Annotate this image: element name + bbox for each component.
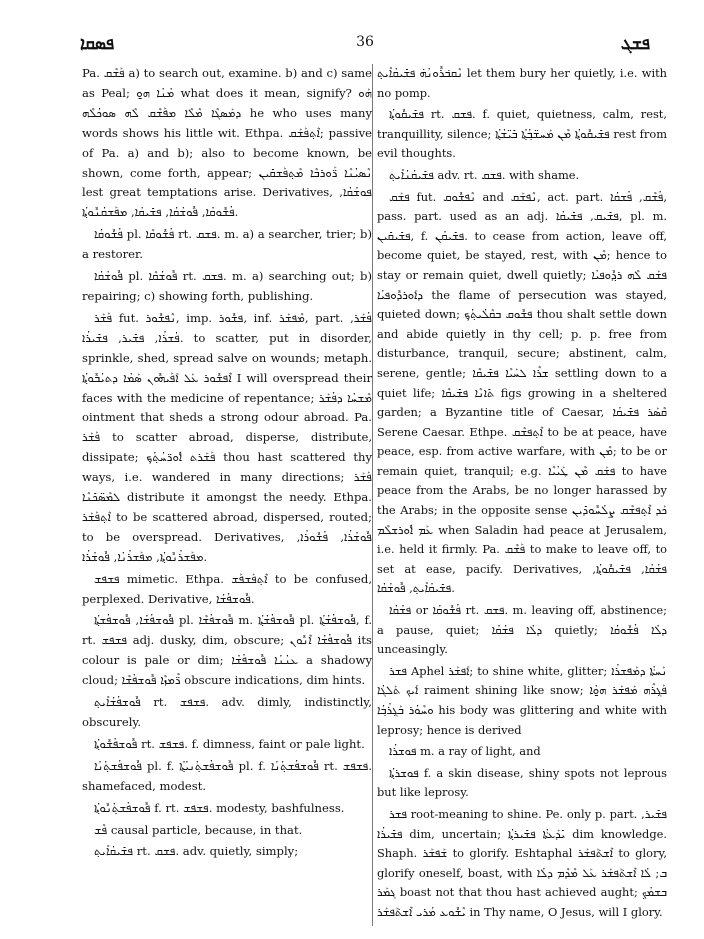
entry: ܦܘܫܪܬ݂ܳܐ f. a skin disease, shiny spots not leprous but like leprosy. (377, 765, 667, 800)
entry: ܦܫܺܝܩܽܘܬ݂ܳܐ rt. ܦܫܩ. f. quiet, quietness, calm, rest, tranquillity, silence; ܦܫܺܝܩܽܘܬ݂ܳܐ ܡܶܢ ܡܰܚܫ̈ܒ݂ܳܬ݂ܳܐ ܒܺܝ̈ܫܳܬ݂ܳܐ rest from evil thoughts. (377, 107, 668, 161)
entry: ܢܶܩܒ݁ܪܽܘܢܳܗ̇ ܦܫܺܝܩܳܐܺܝܬ݂ let them bury her quietly, i.e. with no pomp. (377, 66, 667, 100)
entry: ܦܫܺܝܩܳܐܺܝܬ݂ rt. ܦܫܩ. adv. quietly, simply; (94, 844, 299, 859)
entry: ܦܫܪ root-meaning to shine. Pe. only p. part. ܦܫܺܝܪ, ܦܫܺܝܪܳܐ dim, uncertain; ܝܺܕܰܥܬ݁ܳܐ ܦܫܺܝܪܬ݂ܳܐ dim knowledge. Shaph. ܫܰܦܫܰܪ to glorify. Eshtaphal ܐܶܫܬ݁ܰܦܫܰܪ to glory, glorify oneself, boast, with ܒ; ܠܳܐ ܐܶܫܬ݁ܰܦܫܰܪ ܥܰܠ ܡܶܕܶܡ ܕܠܳܐ ܓܡܰܪ boast not that thou hast achieved aught; ܒܫܡܳܟ݂ ܝܶܫܽܘܥ ܡܳܪܝ ܐܶܫܬ݁ܰܦܫܰܪ in Thy name, O Jesus, will I glory. (377, 806, 668, 919)
entry: ܦܫܰܩ fut. ܢܶܦܫܽܘܩ and ܢܶܦܫܰܩ, act. part. ܦܳܫܶܩ, ܦܳܫܩܳܐ, pass. part. used as an adj. ܦܫܺܝܩ, ܦܫܺܝܩܳܐ, pl. m. ܦܫܺܝܩܺܝܢ, f. ܦܫܺܝܩܳܢ. to cease from action, leave off, become quiet, be stayed, rest, with ܡܶܢ; hence to stay or remain quiet, dwell quietly; ܦܫܰܩ ܠܶܗ ܪܕ݂ܽܘܦܝܳܐ ܕܐܰܘܪܕܽܘܦܝܳܐ the flame of persecution was stayed, quieted down; ܦܫܽܘܩ ܒܩܶܠܳܝܬ݂ܳܟ݂ thou shalt settle down and abide quietly in thy cell; p. p. free from disturbance, tranquil, secure; abstinent, calm, serene, gentle; ܫܪܶܐ ܠܚܰܝܶܐ ܦܫܺܝܩܶܐ settling down to a quiet life; ܬܺܐܢܶܐ ܦܫܺܝܩܶܐ figs growing in a sheltered garden; a Byzantine title of Caesar, ܩܶܣܰܪ ܦܫܺܝܩܳܐ Serene Caesar. Ethpe. ܐܶܬ݂ܦܫܶܩ to be at peace, have peace, esp. from active warfare, with ܡܶܢ; to be or remain quiet, tranquil; e.g. ܦܫܰܩ ܡܶܢ ܛܰܝܳܝܶܐ to have peace from the Arabs, be no longer harassed by the Arabs; in the opposite sense ܟܰܕ ܐܶܬ݂ܦܫܶܩ ܨܠܳܚܽܘܕܺܝܢ ܥܰܡ ܐܽܘܪܫܠܶܡ when Saladin had peace at Jerusalem, i.e. held it firmly. Pa. ܦܰܫܶܩ to make to leave off, to set at ease, pacify. Derivatives, ܦܫܳܩܳܐ, ܦܫܺܝܩܽܘܬ݂ܳܐ, ܦܫܺܝܩܳܐܺܝܬ݂, ܦܽܘܫܳܩܳܐ. (377, 189, 668, 596)
entry: ܦܶܫ causal particle, because, in that. (94, 822, 303, 837)
entry: ܦܫܦܫ mimetic. Ethpa. ܐܶܬ݂ܦܰܫܦܰܫ to be confused, perplexed. Derivative, ܦܽܘܫܦܳܫܳܐ. (82, 571, 372, 606)
entry: Pa. ܦܰܫܶܩ a) to search out, examine. b) and c) same as Peal; ܡܳܢܳܐ ܗ̱ܘ what does it mean, signify? ܗܰܘ ܕܡܰܣܓܶܐ ܡܶܠܶܐ ܡܦܰܫܶܩ ܠܶܗ ܣܘܟܳܠܶܗ he who uses many words shows his little wit. Ethpa. ܐܶܬ݂ܦܰܫܰܩ; passive of Pa. a) and b); also to become known, be shown, come forth, appear; ܢܶܣܝܳܢܶܐ ܪ̈ܰܘܪܒܶܐ ܡܶܬ݂ܦܰܫܩܺܝܢ lest great temptations arise. Derivatives, ܦܘܫܳܩܳܐ, ܦܳܫܽܘܩܳܐ, ܦܽܘܫܳܩܳܐ, ܦܫܺܝܩܳܐ, ܡܦܰܫܩܳܢܽܘܬ݂ܳܐ. (82, 66, 372, 220)
entry: ܦܫܺܝܩܳܢܳܐܺܝܬ݂ adv. rt. ܦܫܩ. with shame. (389, 167, 580, 182)
entry: ܦܽܘܫܦܳܫܳܐ, ܦܽܘܫܦܳܫܬ݂ܳܐ pl. ܦܽܘܫܦܳܫܶܐ m. ܦܽܘܫܦܳܫܳܬ݂ܳܐ pl. ܦܽܘܫܦܳܫܳܬ݂ܳܐ, f. rt. ܦܫܦܫ adj. dusky, dim, obscure; ܦܽܘܫܦܳܫܳܐ ܐܶܢܽܘܢ its colour is pale or dim; ܥܢܳܢܳܐ ܦܽܘܫܦܳܫܳܐ a shadowy cloud; ܪ̈ܶܡܙܶܐ ܦܽܘܫܦܳܫܶܐ obscure indications, dim hints. (82, 613, 373, 688)
entry: ܦܽܘܫܦܳܫܽܘܬ݂ܳܐ rt. ܦܫܦܫ. f. dimness, faint or pale light. (94, 736, 365, 751)
entry: ܦܽܘܫܦܳܫܬ݂ܳܢܽܘܬ݂ܳܐ f. rt. ܦܫܦܫ. modesty, bashfulness. (94, 800, 345, 815)
page-header (70, 34, 660, 54)
entry: ܦܽܘܫܳܩܳܐ pl. ܦܽܘܫܳܩܶܐ rt. ܦܫܩ. m. a) searching out; b) repairing; c) showing forth, publishing. (82, 269, 372, 303)
running-head-left: ܦܣܩܐ (80, 34, 115, 54)
page-number: 36 (356, 34, 374, 50)
entry: ܦܰܫܰܪ fut. ܢܶܦܫܽܘܪ, imp. ܦܫܽܘܪ, inf. ܡܶܦܫܰܪ, part. ܦܳܫܰܪ, ܦܳܫܪܳܐ, ܦܫܺܝܪ, ܦܫܺܝܪܳܐ. to scatter, put in disorder, sprinkle, shed, spread salve on wounds; metaph. ܐܶܦܫܽܘܪ ܥܰܠ ܐܰܦܰܝܗܽܘܢ ܣܰܡܳܐ ܕܬܝܳܒܽܘܬ݂ܳܐ I will overspread their faces with the medicine of repentance; ܡܶܫܚܳܐ ܕܦܳܫܰܪ ointment that sheds a strong odour abroad. Pa. ܦܰܫܰܪ to scatter abroad, disperse, distribute, dissipate; ܦܰܫܰܪܬ ܐܽܘܪ̈ܚܳܬ݂ܳܟ݂ thou hast scattered thy ways, i.e. wandered in many directions; ܦܰܫܰܪ ܠܡܶܣ̈ܟܺܢܶܐ distribute it amongst the needy. Ethpa. ܐܶܬ݂ܦܰܫܰܪ to be scattered abroad, dispersed, routed; to be overspread. Derivatives, ܦܽܘܫܳܪܳܐ, ܦܳܫܽܘܪܳܐ, ܡܦܰܫܪܳܢܽܘܬ݂ܳܐ, ܡܦܰܫܪܳܢܳܐ, ܦܽܘܫܳܪܳܐ. (82, 310, 372, 564)
left-column (82, 64, 372, 864)
entry: ܦܫܳܩܳܐ or ܦܳܫܽܘܩܳܐ rt. ܦܫܩ. m. leaving off, abstinence; a pause, quiet; ܕܠܳܐ ܦܫܳܩܳܐ quietly; ܕܠܳܐ ܦܳܫܽܘܩܳܐ unceasingly. (377, 603, 667, 657)
entry: ܦܫܪ Aphel ܐܰܦܫܰܪ; to shine white, glitter; ܢܰܚܬ݁ܳܐ ܕܡܰܦܫܪܳܐ ܐܰܝܟ ܬܰܠܓܳܐ raiment shining like snow; ܦܰܓ݂ܪܶܗ ܡܰܦܫܰܪ ܗ̱ܘܳܐ ܘܚܶܘܳܪ ܒܰܓ݂ܪܳܒ݂ܳܐ his body was glittering and white with leprosy; hence is derived (377, 663, 668, 737)
entry: ܦܽܘܫܦܳܫܳܐܺܝܬ݂ rt. ܦܫܦܫ. adv. dimly, indistinctly, obscurely. (82, 695, 372, 729)
entry: ܦܽܘܫܦܳܫܬ݂ܳܢܳܐ pl. f. ܦܽܘܫܦܳܫܬ݂ܳܢܝܳܬ݂ܳܐ pl. f. ܦܽܘܫܦܳܫܬ݂ܳܢܳܐ rt. ܦܫܦܫ. shamefaced, modest. (82, 758, 373, 793)
entry: ܦܘܫܪܳܐ m. a ray of light, and (389, 744, 541, 759)
entry: ܦܳܫܽܘܩܳܐ pl. ܦܳܫܽܘܩܶܐ rt. ܦܫܩ. m. a) a searcher, trier; b) a restorer. (82, 227, 372, 262)
right-column (372, 64, 667, 926)
running-head-right: ܦܫܓ (620, 34, 650, 54)
